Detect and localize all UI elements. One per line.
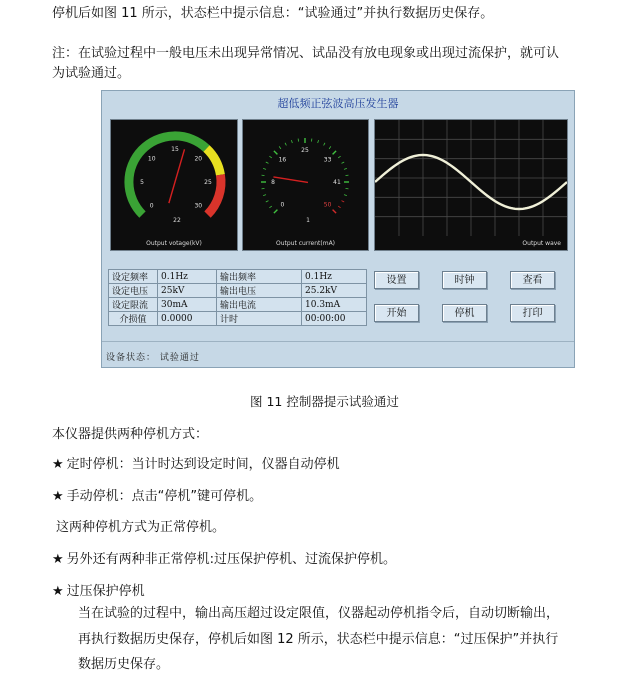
intro-line: 停机后如图 11 所示，状态栏中提示信息：“试验通过”并执行数据历史保存。 [52,6,494,21]
set-volt-value: 25kV [158,284,217,298]
bullet-overvoltage-stop [52,582,145,602]
gauge-tick-mark [266,201,269,202]
voltage-gauge [110,119,238,251]
table-row [109,298,367,312]
status-value: 试验通过 [159,353,200,363]
gauge-tick-label: 50 [323,201,332,209]
loss-label: 介损值 [109,312,158,326]
bullet-timed-stop [52,455,340,475]
section-intro: 本仪器提供两种停机方式： [52,427,209,442]
gauge-tick-mark [329,146,331,148]
table-row [109,312,367,326]
gauge-tick-mark [344,168,347,169]
paragraph-line-1: 当在试验的过程中，输出高压超过设定限值，仪器起动停机指令后，自动切断输出， [78,606,560,621]
stop-button[interactable]: 停机 [442,304,487,322]
controller-screenshot [101,90,575,368]
star-icon: ★ [52,584,64,599]
set-freq-value: 0.1Hz [158,270,217,284]
current-gauge [242,119,369,251]
gauge-tick-label: 25 [301,147,309,154]
out-curr-value: 10.3mA [302,298,367,312]
gauge-tick-mark [333,210,337,214]
gauge-tick-label: 30 [194,202,203,210]
print-button[interactable]: 打印 [510,304,555,322]
gauge-needle [169,149,185,203]
figure-caption: 图 11 控制器提示试验通过 [250,394,399,409]
out-curr-label: 输出电流 [217,298,302,312]
gauge-tick-mark [269,156,271,158]
waveform-display [374,119,568,251]
gauge-tick-mark [338,156,340,158]
set-volt-label: 设定电压 [109,284,158,298]
note-line-1: 注：在试验过程中一般电压未出现异常情况、试品没有放电现象或出现过流保护，就可认 [52,46,560,61]
gauge-tick-label: 16 [278,156,287,164]
gauge-tick-mark [279,146,281,148]
waveform-caption: Output wave [522,240,561,247]
loss-value: 0.0000 [158,312,217,326]
table-row [109,284,367,298]
bullet-text: 手动停机：点击“停机”键可停机。 [66,489,263,504]
gauge-tick-label: 10 [147,155,156,163]
gauge-tick-mark [318,140,319,143]
star-icon: ★ [52,552,64,567]
gauge-tick-label: 41 [333,179,341,186]
gauge-tick-mark [342,162,345,163]
bullet-text: 过压保护停机 [66,584,145,599]
gauge-needle [273,177,308,182]
gauge-tick-mark [285,143,286,146]
gauge-tick-mark [324,143,325,146]
gauge-tick-label: 0 [149,202,154,210]
paragraph-line-3: 数据历史保存。 [78,657,170,672]
timer-label: 计时 [217,312,302,326]
out-volt-value: 25.2kV [302,284,367,298]
waveform-svg [375,120,567,250]
gauge-tick-label: 0 [280,201,285,209]
waveform-grid [375,120,567,236]
gauge-tick-mark [338,206,340,208]
gauge-tick-mark [344,195,347,196]
note-line-2: 为试验通过。 [52,66,131,81]
current-gauge-svg [243,120,368,250]
paragraph-line-2: 再执行数据历史保存，停机后如图 12 所示，状态栏中提示信息：“过压保护”并执行 [78,632,559,647]
gauge-tick-mark [263,195,266,196]
gauge-bottom-label: 1 [306,217,310,224]
clock-button[interactable]: 时钟 [442,271,487,289]
gauge-ticks [261,138,349,213]
out-freq-value: 0.1Hz [302,270,367,284]
status-bar [102,341,574,367]
star-icon: ★ [52,457,64,472]
gauge-band-yellow [206,148,220,174]
start-button[interactable]: 开始 [374,304,419,322]
current-gauge-caption: Output current(mA) [275,240,336,247]
status-label: 设备状态： [106,353,157,363]
panel-title: 超低频正弦波高压发生器 [277,97,399,110]
normal-stop-note: 这两种停机方式为正常停机。 [56,520,226,535]
out-freq-label: 输出频率 [217,270,302,284]
gauge-tick-mark [291,140,292,143]
gauge-tick-mark [342,201,345,202]
bullet-text: 另外还有两种非正常停机:过压保护停机、过流保护停机。 [66,552,397,567]
voltage-gauge-svg [111,120,237,250]
table-row [109,270,367,284]
out-volt-label: 输出电压 [217,284,302,298]
gauge-tick-mark [274,151,278,155]
gauge-tick-mark [333,151,337,155]
gauge-tick-label: 15 [171,146,179,153]
star-icon: ★ [52,489,64,504]
gauge-tick-mark [263,168,266,169]
bullet-abnormal-stop [52,550,396,570]
gauge-tick-label: 8 [271,179,275,186]
gauge-bottom-label: 22 [173,217,181,224]
parameter-table [108,269,367,326]
gauge-tick-mark [266,162,269,163]
bullet-text: 定时停机：当计时达到设定时间，仪器自动停机 [66,457,340,472]
setup-button[interactable]: 设置 [374,271,419,289]
gauge-tick-label: 5 [140,179,144,186]
voltage-gauge-caption: Output votage(kV) [146,240,202,247]
set-limit-value: 30mA [158,298,217,312]
gauge-tick-label: 33 [323,156,332,164]
set-limit-label: 设定限流 [109,298,158,312]
set-freq-label: 设定频率 [109,270,158,284]
gauge-tick-label: 25 [204,179,212,186]
bullet-manual-stop [52,487,262,507]
gauge-tick-label: 20 [194,155,203,163]
view-button[interactable]: 查看 [510,271,555,289]
timer-value: 00:00:00 [302,312,367,326]
gauge-tick-mark [269,206,271,208]
gauge-tick-mark [274,210,278,214]
